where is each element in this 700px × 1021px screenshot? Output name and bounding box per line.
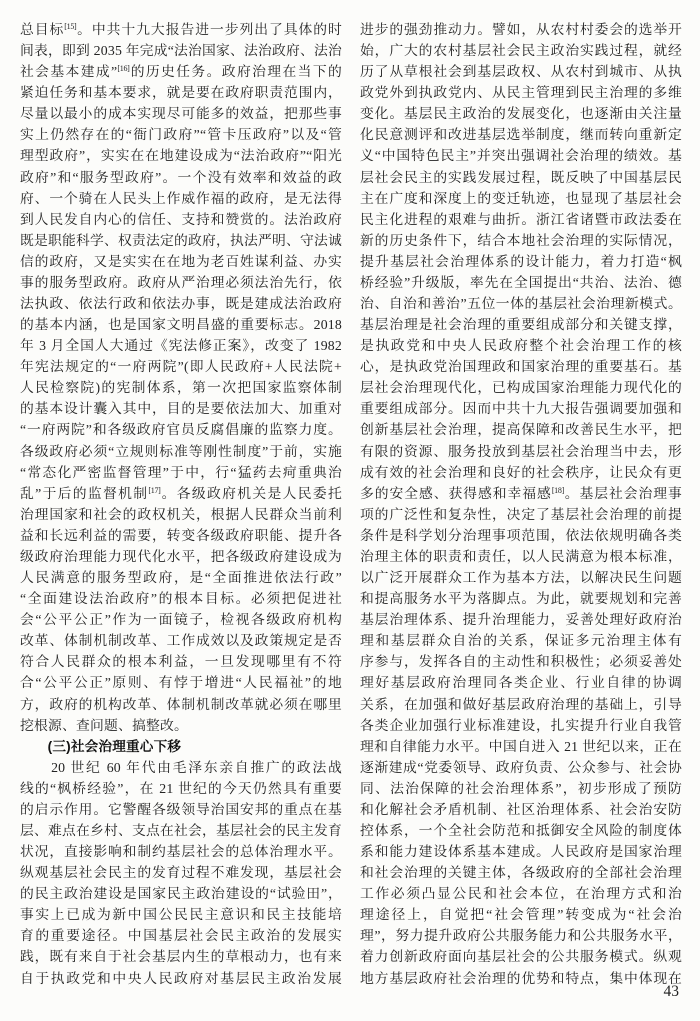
text-line: 益和长远利益的需要，转变各级政府职能、提升各 (20, 527, 342, 543)
text-line: 条件是科学划分治理事项范围，依法依规明确各类 (360, 527, 682, 543)
text-line: 政党外到执政党内、从民主管理到民主治理的多维 (360, 85, 682, 101)
text-line: 关系，在加强和做好基层政府治理的基础上，引导 (360, 696, 682, 712)
text-line: 紧迫任务和基本要求，就是要在政府职责范围内， (20, 85, 342, 101)
text-line: 理和自律能力水平。中国自进入 21 世纪以来，正在 (360, 738, 682, 754)
text-line: 状况，直接影响和制约基层社会的总体治理水平。 (20, 844, 342, 860)
text-line: 20 世纪 60 年代由毛泽东亲自推广的政法战 (20, 759, 342, 775)
text-line: 会“公平公正”作为一面镜子，检视各级政府机构 (20, 612, 342, 628)
text-line: 逐渐建成“党委领导、政府负责、公众参与、社会协 (360, 759, 682, 775)
text-line: 政府”和“服务型政府”。一个没有效率和效益的政 (20, 169, 342, 185)
text-line: 基层治理是社会治理的重要组成部分和关键支撑， (360, 317, 682, 333)
text-line: 桥经验”升级版，率先在全国提出“共治、法治、德 (360, 274, 682, 290)
text-line: 新的历史条件下，结合本地社会治理的实际情况， (360, 232, 682, 248)
text-line: 人民满意的服务型政府，是“全面推进依法行政” (20, 570, 342, 586)
text-line: 方，政府的机构改革、体制机制改革就必须在哪里 (20, 696, 342, 712)
text-line: 理型政府”，实实在在地建设成为“法治政府”“阳光 (20, 148, 342, 164)
text-line: “全面建设法治政府”的根本目标。必须把促进社 (20, 591, 342, 607)
text-line: 年 3 月全国人大通过《宪法修正案》，改变了 1982 (20, 338, 342, 354)
text-line: 序参与，发挥各自的主动性和积极性；必须妥善处 (360, 654, 682, 670)
text-line: 是执政党和中央人民政府整个社会治理工作的核 (360, 338, 682, 354)
text-line: 尽量以最小的成本实现尽可能多的效益，把那些事 (20, 106, 342, 122)
text-line: 各类企业加强行业标准建设，扎实提升行业自我管 (360, 717, 682, 733)
text-line: 到人民发自内心的信任、支持和赞赏的。法治政府 (20, 211, 342, 227)
text-line: 乱”于后的监督机制[17]。各级政府机关是人民委托 (20, 485, 342, 501)
text-line: 府、一个骑在人民头上作威作福的政府，是无法得 (20, 190, 342, 206)
text-line: 法执政、依法行政和依法办事，既是建成法治政府 (20, 296, 342, 312)
text-line: 的启示作用。它警醒各级领导治国安邦的重点在基 (20, 801, 342, 817)
text-line: 创新基层社会治理，提高保障和改善民生水平，把 (360, 422, 682, 438)
text-line: 级政府治理能力现代化水平，把各级政府建设成为 (20, 548, 342, 564)
text-line: 着力创新政府面向基层社会的公共服务模式。纵观 (360, 949, 682, 965)
text-line: 工作必须凸显公民和社会本位，在治理方式和治 (360, 886, 682, 902)
text-line: 事实上已成为新中国公民民主意识和民主技能培 (20, 907, 342, 923)
text-line: 理途径上，自觉把“社会管理”转变成为“社会治 (360, 907, 682, 923)
text-line: 提升基层社会治理体系的设计能力，着力打造“枫 (360, 253, 682, 269)
text-line: 各级政府必须“立规则标准等刚性制度”于前，实施 (20, 443, 342, 459)
text-line: 进步的强劲推动力。譬如，从农村村委会的选举开 (360, 22, 682, 37)
text-line: 治理主体的职责和责任，以人民满意为根本标准， (360, 548, 682, 564)
text-line: 合“公平公正”原则、有悖于增进“人民福祉”的地 (20, 675, 342, 691)
text-line: 线的“枫桥经验”，在 21 世纪的今天仍然具有重要 (20, 780, 342, 796)
text-line: 和化解社会矛盾机制、社区治理体系、社会治安防 (360, 801, 682, 817)
text-line: 理好基层政府治理同各类企业、行业自律的协调 (360, 675, 682, 691)
text-line: 成有效的社会治理和良好的社会秩序，让民众有更 (360, 464, 682, 480)
footnote-ref: [17] (148, 485, 161, 495)
text-line: 地方基层政府社会治理的优势和特点，集中体现在 (360, 970, 682, 986)
text-line: 的基本内涵，也是国家文明昌盛的重要标志。2018 (20, 317, 342, 333)
text-line: 化民意测评和改进基层选举制度，继而转向重新定 (360, 127, 682, 143)
text-line: 实上仍然存在的“衙门政府”“管卡压政府”以及“管 (20, 127, 342, 143)
text-line: 项的广泛性和复杂性，决定了基层社会治理的前提 (360, 506, 682, 522)
text-line: 治理国家和社会的政权机关，根据人民群众当前利 (20, 506, 342, 522)
text-line: 以广泛开展群众工作为基本方法，以解决民生问题 (360, 570, 682, 586)
text-line: 年宪法规定的“一府两院”(即人民政府+人民法院+ (20, 359, 342, 375)
text-line: 践，既有来自于社会基层内生的草根动力，也有来 (20, 949, 342, 965)
text-line: 心，是执政党治国理政和国家治理的重要基石。基 (360, 359, 682, 375)
text-line: 基层治理体系、提升治理能力，妥善处理好政府治 (360, 612, 682, 628)
text-line: 间表，即到 2035 年完成“法治国家、法治政府、法治 (20, 43, 342, 59)
text-line: 和社会治理的关键主体，各级政府的全部社会治理 (360, 865, 682, 881)
text-line: 主在广度和深度上的变迁轨迹，也显现了基层社会 (360, 190, 682, 206)
text-line: 纵观基层社会民主的发育过程不难发现，基层社会 (20, 865, 342, 881)
text-line: 同、法治保障的社会治理体系”，初步形成了预防 (360, 780, 682, 796)
text-line: “一府两院”和各级政府官员反腐倡廉的监察力度。 (20, 422, 342, 438)
text-line: 层、难点在乡村、支点在社会，基层社会的民主发育 (20, 822, 342, 838)
text-line: “常态化严密监督管理”于中，行“猛药去疴重典治 (20, 464, 342, 480)
text-line: 人民检察院)的宪制体系，第一次把国家监察体制 (20, 380, 342, 396)
text-line: 始，广大的农村基层社会民主政治实践过程，就经 (360, 43, 682, 59)
text-line: 符合人民群众的根本利益，一旦发现哪里有不符 (20, 654, 342, 670)
text-line: 既是职能科学、权责法定的政府，执法严明、守法诚 (20, 232, 342, 248)
text-line: 多的安全感、获得感和幸福感[18]。基层社会治理事 (360, 485, 682, 501)
text-line: 信的政府，又是实实在在地为老百姓谋利益、办实 (20, 253, 342, 269)
two-column-text (20, 19, 682, 989)
text-line: 层社会民主的实践发展过程，既反映了中国基层民 (360, 169, 682, 185)
text-line: 的民主政治建设是国家民主政治建设的“试验田”， (20, 886, 342, 902)
text-line: 重要组成部分。因而中共十九大报告强调要加强和 (360, 401, 682, 417)
section-heading: (三)社会治理重心下移 (20, 738, 182, 754)
text-line: 层社会治理现代化，已构成国家治理能力现代化的 (360, 380, 682, 396)
text-line: 自于执政党和中央人民政府对基层民主政治发展 (20, 970, 342, 986)
footnote-ref: [15] (64, 22, 77, 31)
text-line: 改革、体制机制改革、工作成效以及政策规定是否 (20, 633, 342, 649)
text-line: 社会基本建成”[16]的历史任务。政府治理在当下的 (20, 64, 342, 80)
text-line: 变化。基层民主政治的发展变化，也逐渐由关注量 (360, 106, 682, 122)
text-line: 控体系，一个全社会防范和抵御安全风险的制度体 (360, 822, 682, 838)
text-line: 义“中国特色民主”并突出强调社会治理的绩效。基 (360, 148, 682, 164)
text-line: 有限的资源、服务投放到基层社会治理当中去，形 (360, 443, 682, 459)
text-line: 系和能力建设体系基本建成。人民政府是国家治理 (360, 844, 682, 860)
page-number: 43 (663, 983, 679, 1000)
text-line: 历了从草根社会到基层政权、从农村到城市、从执 (360, 64, 682, 80)
text-line: 理”，努力提升政府公共服务能力和公共服务水平， (360, 928, 682, 944)
text-column-right (360, 19, 682, 989)
text-line: 挖根源、查问题、搞整改。 (20, 717, 188, 733)
footnote-ref: [16] (117, 64, 130, 74)
text-line: 事的服务型政府。政府从严治理必须法治先行，依 (20, 274, 342, 290)
text-line: 和提高服务水平为落脚点。为此，就要规划和完善 (360, 591, 682, 607)
text-line: 民主化进程的艰难与曲折。浙江省诸暨市政法委在 (360, 211, 682, 227)
text-line: 总目标[15]。中共十九大报告进一步列出了具体的时 (20, 22, 342, 37)
text-line: 治、自治和善治”五位一体的基层社会治理新模式。 (360, 296, 682, 312)
text-line: 理和基层群众自治的关系，保证多元治理主体有 (360, 633, 682, 649)
text-column-left (20, 19, 342, 989)
text-line: 育的重要途径。中国基层社会民主政治的发展实 (20, 928, 342, 944)
text-line: 的基本设计囊入其中，目的是要依法加大、加重对 (20, 401, 342, 417)
footnote-ref: [18] (551, 485, 564, 495)
